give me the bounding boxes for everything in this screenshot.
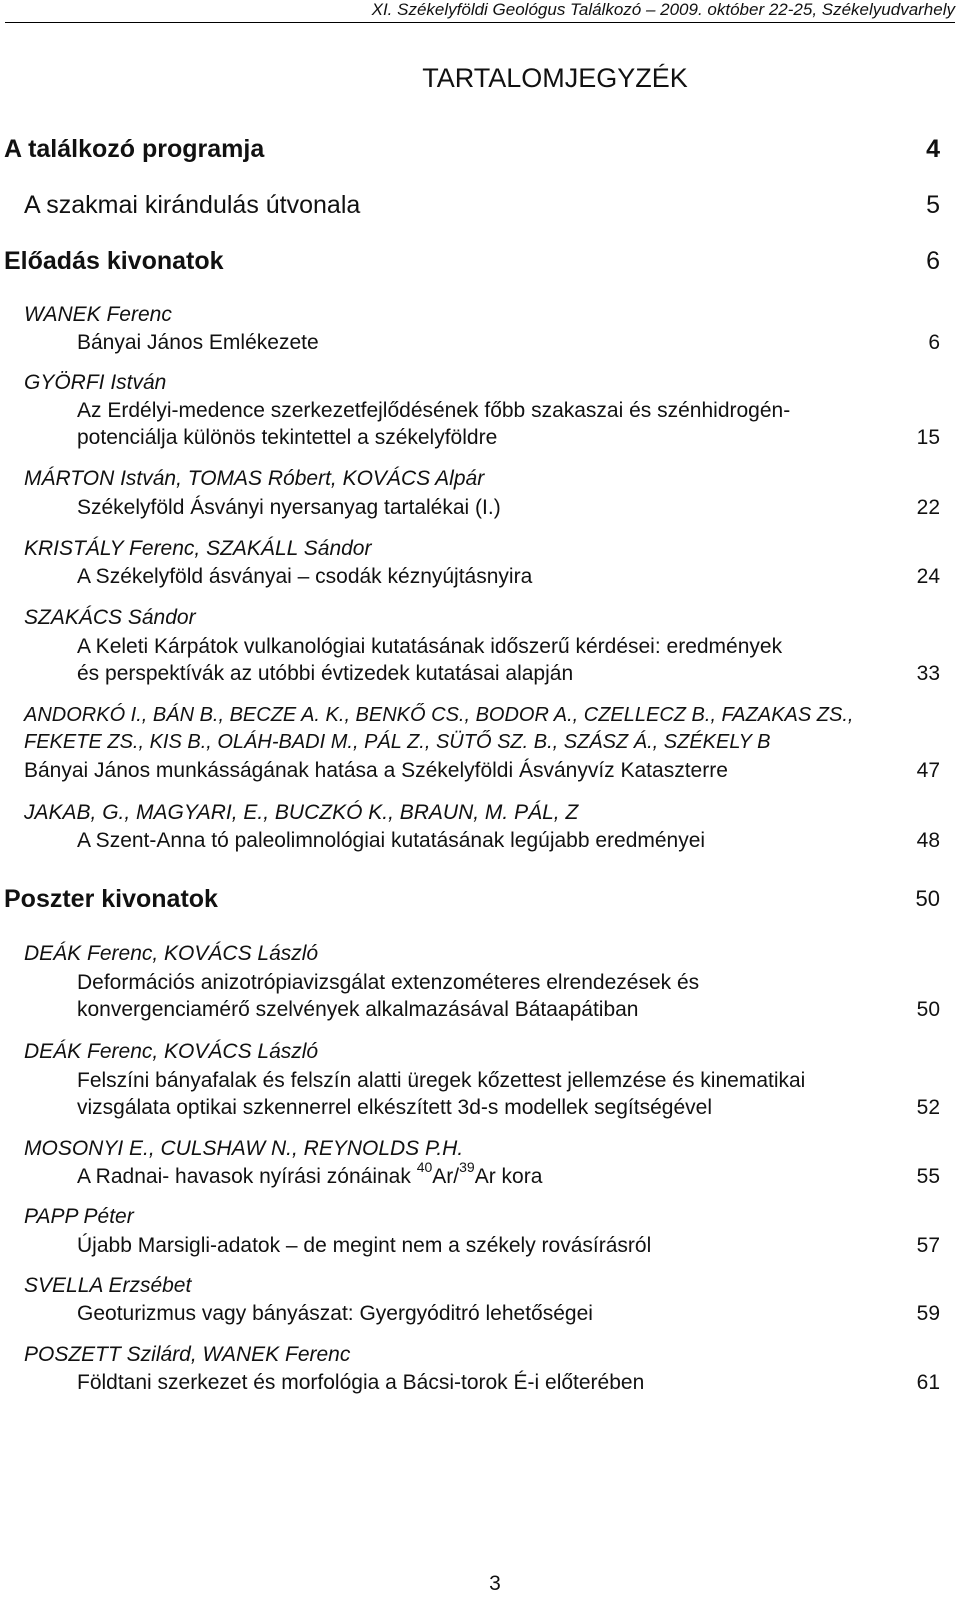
entry-author: PAPP Péter: [24, 1205, 134, 1228]
title-text: Ar kora: [474, 1165, 543, 1188]
entry-author: FEKETE ZS., KIS B., OLÁH-BADI M., PÁL Z., SÜTŐ SZ. B., SZÁSZ Á., SZÉKELY B: [24, 731, 771, 753]
entry-title: [77, 494, 940, 521]
entry-author: POSZETT Szilárd, WANEK Ferenc: [24, 1343, 351, 1366]
section-label: A szakmai kirándulás útvonala: [24, 191, 361, 219]
entry-title-line: Geoturizmus vagy bányászat: Gyergyóditró lehetőségei: [77, 1302, 593, 1325]
entry-author: ANDORKÓ I., BÁN B., BECZE A. K., BENKŐ CS., BODOR A., CZELLECZ B., FAZAKAS ZS.,: [24, 704, 854, 726]
section-page: 6: [926, 247, 940, 275]
entry-title-line: és perspektívák az utóbbi évtizedek kutatásai alapján: [77, 662, 574, 685]
section-label: Előadás kivonatok: [4, 247, 224, 275]
entry-page: 61: [916, 1371, 940, 1394]
entry-title: [77, 827, 940, 854]
entry-title-line: Bányai János Emlékezete: [77, 331, 319, 354]
section-page: 4: [926, 135, 940, 163]
section-label: Poszter kivonatok: [4, 885, 218, 913]
entry-page: 6: [928, 331, 940, 354]
page-title: TARTALOMJEGYZÉK: [422, 63, 688, 93]
title-text: Ar/: [432, 1165, 460, 1188]
entry-title: [77, 563, 940, 590]
entry-page: 50: [916, 998, 940, 1021]
entry-page: 15: [916, 426, 940, 449]
entry-title: [77, 969, 940, 1023]
entry-page: 57: [916, 1234, 940, 1257]
entry-title: [77, 1232, 940, 1259]
page-number: 3: [489, 1572, 501, 1595]
entry-title-line: A Székelyföld ásványai – csodák kéznyújtásnyira: [77, 565, 533, 588]
entry-title-line: Székelyföld Ásványi nyersanyag tartalékai (I.): [77, 496, 501, 519]
entry-title-line: Földtani szerkezet és morfológia a Bácsi-torok É-i előterében: [77, 1371, 645, 1394]
entry-page: 22: [916, 496, 940, 519]
entry-title: [77, 1159, 940, 1190]
toc-section: [4, 134, 940, 164]
entry-title: [77, 397, 940, 451]
entry-title-line: [77, 1159, 543, 1190]
entry-page: 33: [916, 662, 940, 685]
entry-title: [77, 329, 940, 356]
section-label: A találkozó programja: [4, 135, 265, 163]
entry-title: [77, 1369, 940, 1396]
entry-author: DEÁK Ferenc, KOVÁCS László: [24, 942, 319, 965]
entry-author: MOSONYI E., CULSHAW N., REYNOLDS P.H.: [24, 1137, 464, 1160]
entry-title: [24, 757, 940, 784]
entry-author: WANEK Ferenc: [24, 303, 172, 326]
superscript: 39: [459, 1159, 475, 1175]
entry-author: GYÖRFI István: [24, 371, 167, 394]
entry-title-line: A Keleti Kárpátok vulkanológiai kutatásának időszerű kérdései: eredmények: [77, 635, 783, 658]
entry-author: SZAKÁCS Sándor: [24, 606, 196, 629]
toc-section: [4, 246, 940, 276]
entry-author: SVELLA Erzsébet: [24, 1274, 192, 1297]
entry-author: DEÁK Ferenc, KOVÁCS László: [24, 1040, 319, 1063]
entry-page: 24: [916, 565, 940, 588]
entry-title-line: Az Erdélyi-medence szerkezetfejlődésének főbb szakaszai és szénhidrogén-: [77, 399, 791, 422]
entry-title-line: Bányai János munkásságának hatása a Székelyföldi Ásványvíz Kataszterre: [24, 759, 728, 782]
section-page: 50: [915, 886, 940, 911]
entry-title-line: konvergenciamérő szelvények alkalmazásával Bátaapátiban: [77, 998, 639, 1021]
entry-title: [77, 1300, 940, 1327]
entry-title-line: Felszíni bányafalak és felszín alatti üregek kőzettest jellemzése és kinematikai: [77, 1069, 806, 1092]
entry-title-line: potenciálja különös tekintettel a székelyföldre: [77, 426, 498, 449]
entry-page: 52: [916, 1096, 940, 1119]
entry-author: MÁRTON István, TOMAS Róbert, KOVÁCS Alpár: [24, 467, 485, 490]
entry-title: [77, 633, 940, 687]
entry-title-line: vizsgálata optikai szkennerrel elkészített 3d-s modellek segítségével: [77, 1096, 712, 1119]
entry-author: KRISTÁLY Ferenc, SZAKÁLL Sándor: [24, 537, 372, 560]
superscript: 40: [416, 1159, 433, 1175]
entry-page: 59: [916, 1302, 940, 1325]
entry-title-line: Újabb Marsigli-adatok – de megint nem a székely rovásírásról: [77, 1234, 652, 1257]
entry-page: 48: [916, 829, 940, 852]
entry-title: [77, 1067, 940, 1121]
section-page: 5: [926, 191, 940, 219]
entry-title-line: Deformációs anizotrópiavizsgálat extenzométeres elrendezések és: [77, 971, 700, 994]
running-header: XI. Székelyföldi Geológus Találkozó – 2009. október 22-25, Székelyudvarhely: [5, 0, 955, 23]
entry-page: 55: [916, 1165, 940, 1188]
toc-section: [4, 884, 940, 914]
entry-title-line: A Szent-Anna tó paleolimnológiai kutatásának legújabb eredményei: [77, 829, 706, 852]
toc-section: [24, 190, 940, 220]
entry-page: 47: [916, 759, 940, 782]
title-text: A Radnai- havasok nyírási zónáinak: [77, 1165, 417, 1188]
entry-author: JAKAB, G., MAGYARI, E., BUCZKÓ K., BRAUN, M. PÁL, Z: [24, 801, 579, 824]
